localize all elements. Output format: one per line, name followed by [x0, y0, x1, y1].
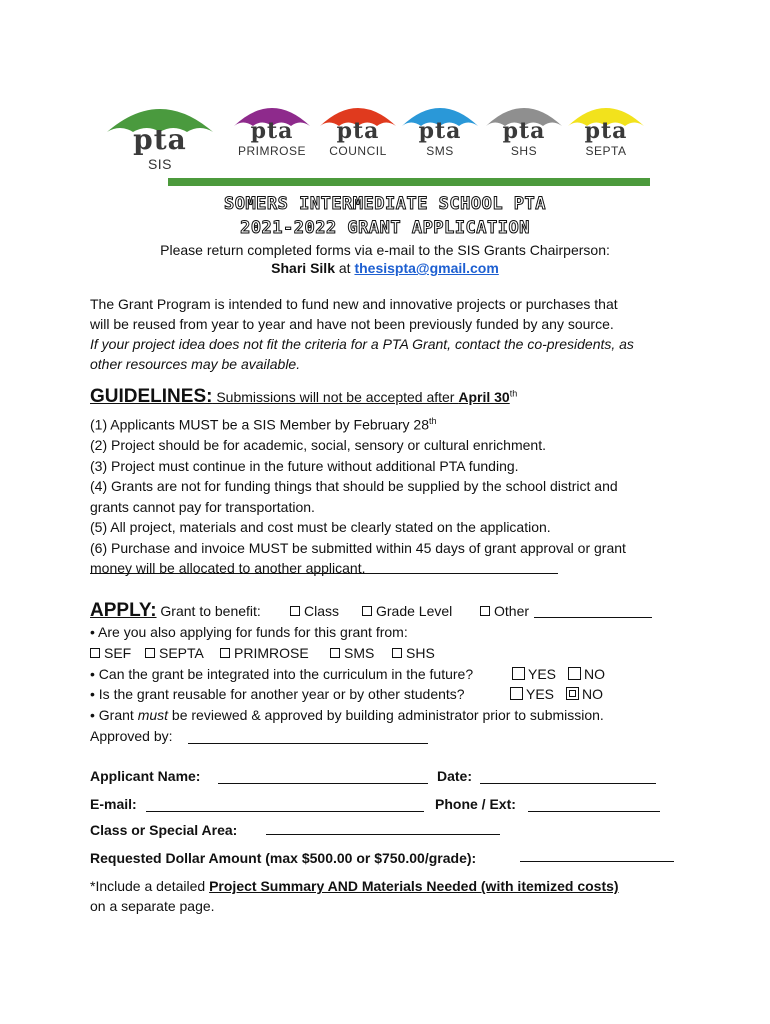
- include-note: *Include a detailed Project Summary AND Materials Needed (with itemized costs) on a separate page.: [90, 878, 619, 914]
- program-description: [90, 294, 690, 374]
- email-link[interactable]: thesispta@gmail.com: [354, 260, 499, 276]
- deadline-sup: th: [509, 388, 518, 399]
- sis-logo: [120, 98, 200, 172]
- pta-logo-row: [120, 98, 660, 178]
- approved-by-label: Approved by:: [90, 728, 173, 744]
- logo-label: SMS: [426, 144, 454, 158]
- applicant-name-label: Applicant Name:: [90, 768, 201, 784]
- logo-label: PRIMROSE: [237, 144, 306, 158]
- class-area-label: Class or Special Area:: [90, 822, 238, 838]
- program-note: other resources may be available.: [90, 356, 301, 372]
- guidelines-sub: Submissions will not be accepted after: [212, 389, 459, 405]
- other-checkbox[interactable]: Other: [480, 603, 529, 619]
- guidelines-heading: GUIDELINES:: [90, 386, 213, 407]
- date-field[interactable]: [480, 783, 656, 784]
- guideline-item: (5) All project, materials and cost must be clearly stated on the application.: [90, 519, 551, 536]
- email-label: E-mail:: [90, 796, 137, 812]
- curriculum-yes[interactable]: YES: [512, 666, 556, 682]
- document-title: SOMERS INTERMEDIATE SCHOOL PTA: [223, 194, 547, 214]
- guideline-item: (4) Grants are not for funding things that should be supplied by the school district and: [90, 478, 618, 495]
- curriculum-question: • Can the grant be integrated into the curriculum in the future?: [90, 666, 474, 682]
- amount-field[interactable]: [520, 861, 674, 862]
- guideline-item: (2) Project should be for academic, social, sensory or cultural enrichment.: [90, 437, 546, 454]
- logo-label: SIS: [147, 156, 173, 172]
- curriculum-no[interactable]: NO: [568, 666, 605, 682]
- shs-logo: [484, 98, 564, 158]
- class-checkbox[interactable]: Class: [290, 603, 339, 619]
- guideline-item: (6) Purchase and invoice MUST be submitted within 45 days of grant approval or grant: [90, 539, 626, 556]
- shs-checkbox[interactable]: SHS: [392, 645, 435, 661]
- septa-checkbox[interactable]: SEPTA: [145, 645, 204, 661]
- guidelines-deadline: April 30: [458, 389, 510, 405]
- review-note: • Grant must be reviewed & approved by building administrator prior to submission.: [90, 707, 604, 723]
- sef-checkbox[interactable]: SEF: [90, 645, 131, 661]
- amount-label: Requested Dollar Amount (max $500.00 or $750.00/grade):: [90, 850, 477, 866]
- logo-pta-text: pta: [133, 123, 187, 156]
- program-note: If your project idea does not fit the criteria for a PTA Grant, contact the co-presidents, as: [90, 336, 634, 352]
- document-subtitle: 2021-2022 GRANT APPLICATION: [240, 218, 530, 238]
- logo-pta-text: pta: [502, 118, 546, 144]
- phone-label: Phone / Ext:: [435, 796, 516, 812]
- guideline-item: grants cannot pay for transportation.: [90, 498, 315, 515]
- sms-logo: [400, 98, 480, 158]
- phone-field[interactable]: [528, 811, 660, 812]
- class-area-field[interactable]: [266, 834, 500, 835]
- logo-pta-text: pta: [418, 118, 462, 144]
- benefit-label: Grant to benefit:: [156, 603, 261, 619]
- contact-line: [0, 260, 770, 276]
- funds-question: • Are you also applying for funds for this grant from:: [90, 624, 408, 640]
- septa-logo: [566, 98, 646, 158]
- applicant-name-field[interactable]: [218, 783, 428, 784]
- guideline-item: (3) Project must continue in the future without additional PTA funding.: [90, 457, 519, 474]
- approved-by-field[interactable]: [188, 743, 428, 744]
- primrose-checkbox[interactable]: PRIMROSE: [220, 645, 309, 661]
- chairperson-name: Shari Silk: [271, 260, 335, 276]
- logo-label: SEPTA: [585, 144, 627, 158]
- program-line: will be reused from year to year and have not been previously funded by any source.: [90, 316, 614, 332]
- guidelines-header: [90, 386, 517, 408]
- logo-pta-text: pta: [250, 118, 294, 144]
- reusable-question: • Is the grant reusable for another year or by other students?: [90, 686, 465, 702]
- contact-at: at: [334, 260, 355, 276]
- guidelines-list: [90, 411, 690, 579]
- logo-label: SHS: [510, 144, 538, 158]
- council-logo: [318, 98, 398, 158]
- logo-pta-text: pta: [336, 118, 380, 144]
- apply-heading: APPLY:: [90, 600, 157, 621]
- other-field[interactable]: [534, 617, 652, 618]
- primrose-logo: [232, 98, 312, 158]
- grade-level-checkbox[interactable]: Grade Level: [362, 603, 452, 619]
- date-label: Date:: [437, 768, 473, 784]
- sms-checkbox[interactable]: SMS: [330, 645, 374, 661]
- header-divider: [168, 178, 650, 186]
- apply-row: [90, 600, 710, 622]
- guidelines-underline: [90, 573, 558, 574]
- program-line: The Grant Program is intended to fund new and innovative projects or purchases that: [90, 296, 618, 312]
- logo-pta-text: pta: [584, 118, 628, 144]
- logo-label: COUNCIL: [329, 144, 387, 158]
- guideline-item: (1) Applicants MUST be a SIS Member by February 28th: [90, 416, 437, 433]
- guideline-item: money will be allocated to another applicant.: [90, 560, 366, 577]
- instructions-line: Please return completed forms via e-mail to the SIS Grants Chairperson:: [160, 242, 610, 258]
- email-field[interactable]: [146, 811, 424, 812]
- reusable-no[interactable]: NO: [566, 686, 603, 702]
- reusable-yes[interactable]: YES: [510, 686, 554, 702]
